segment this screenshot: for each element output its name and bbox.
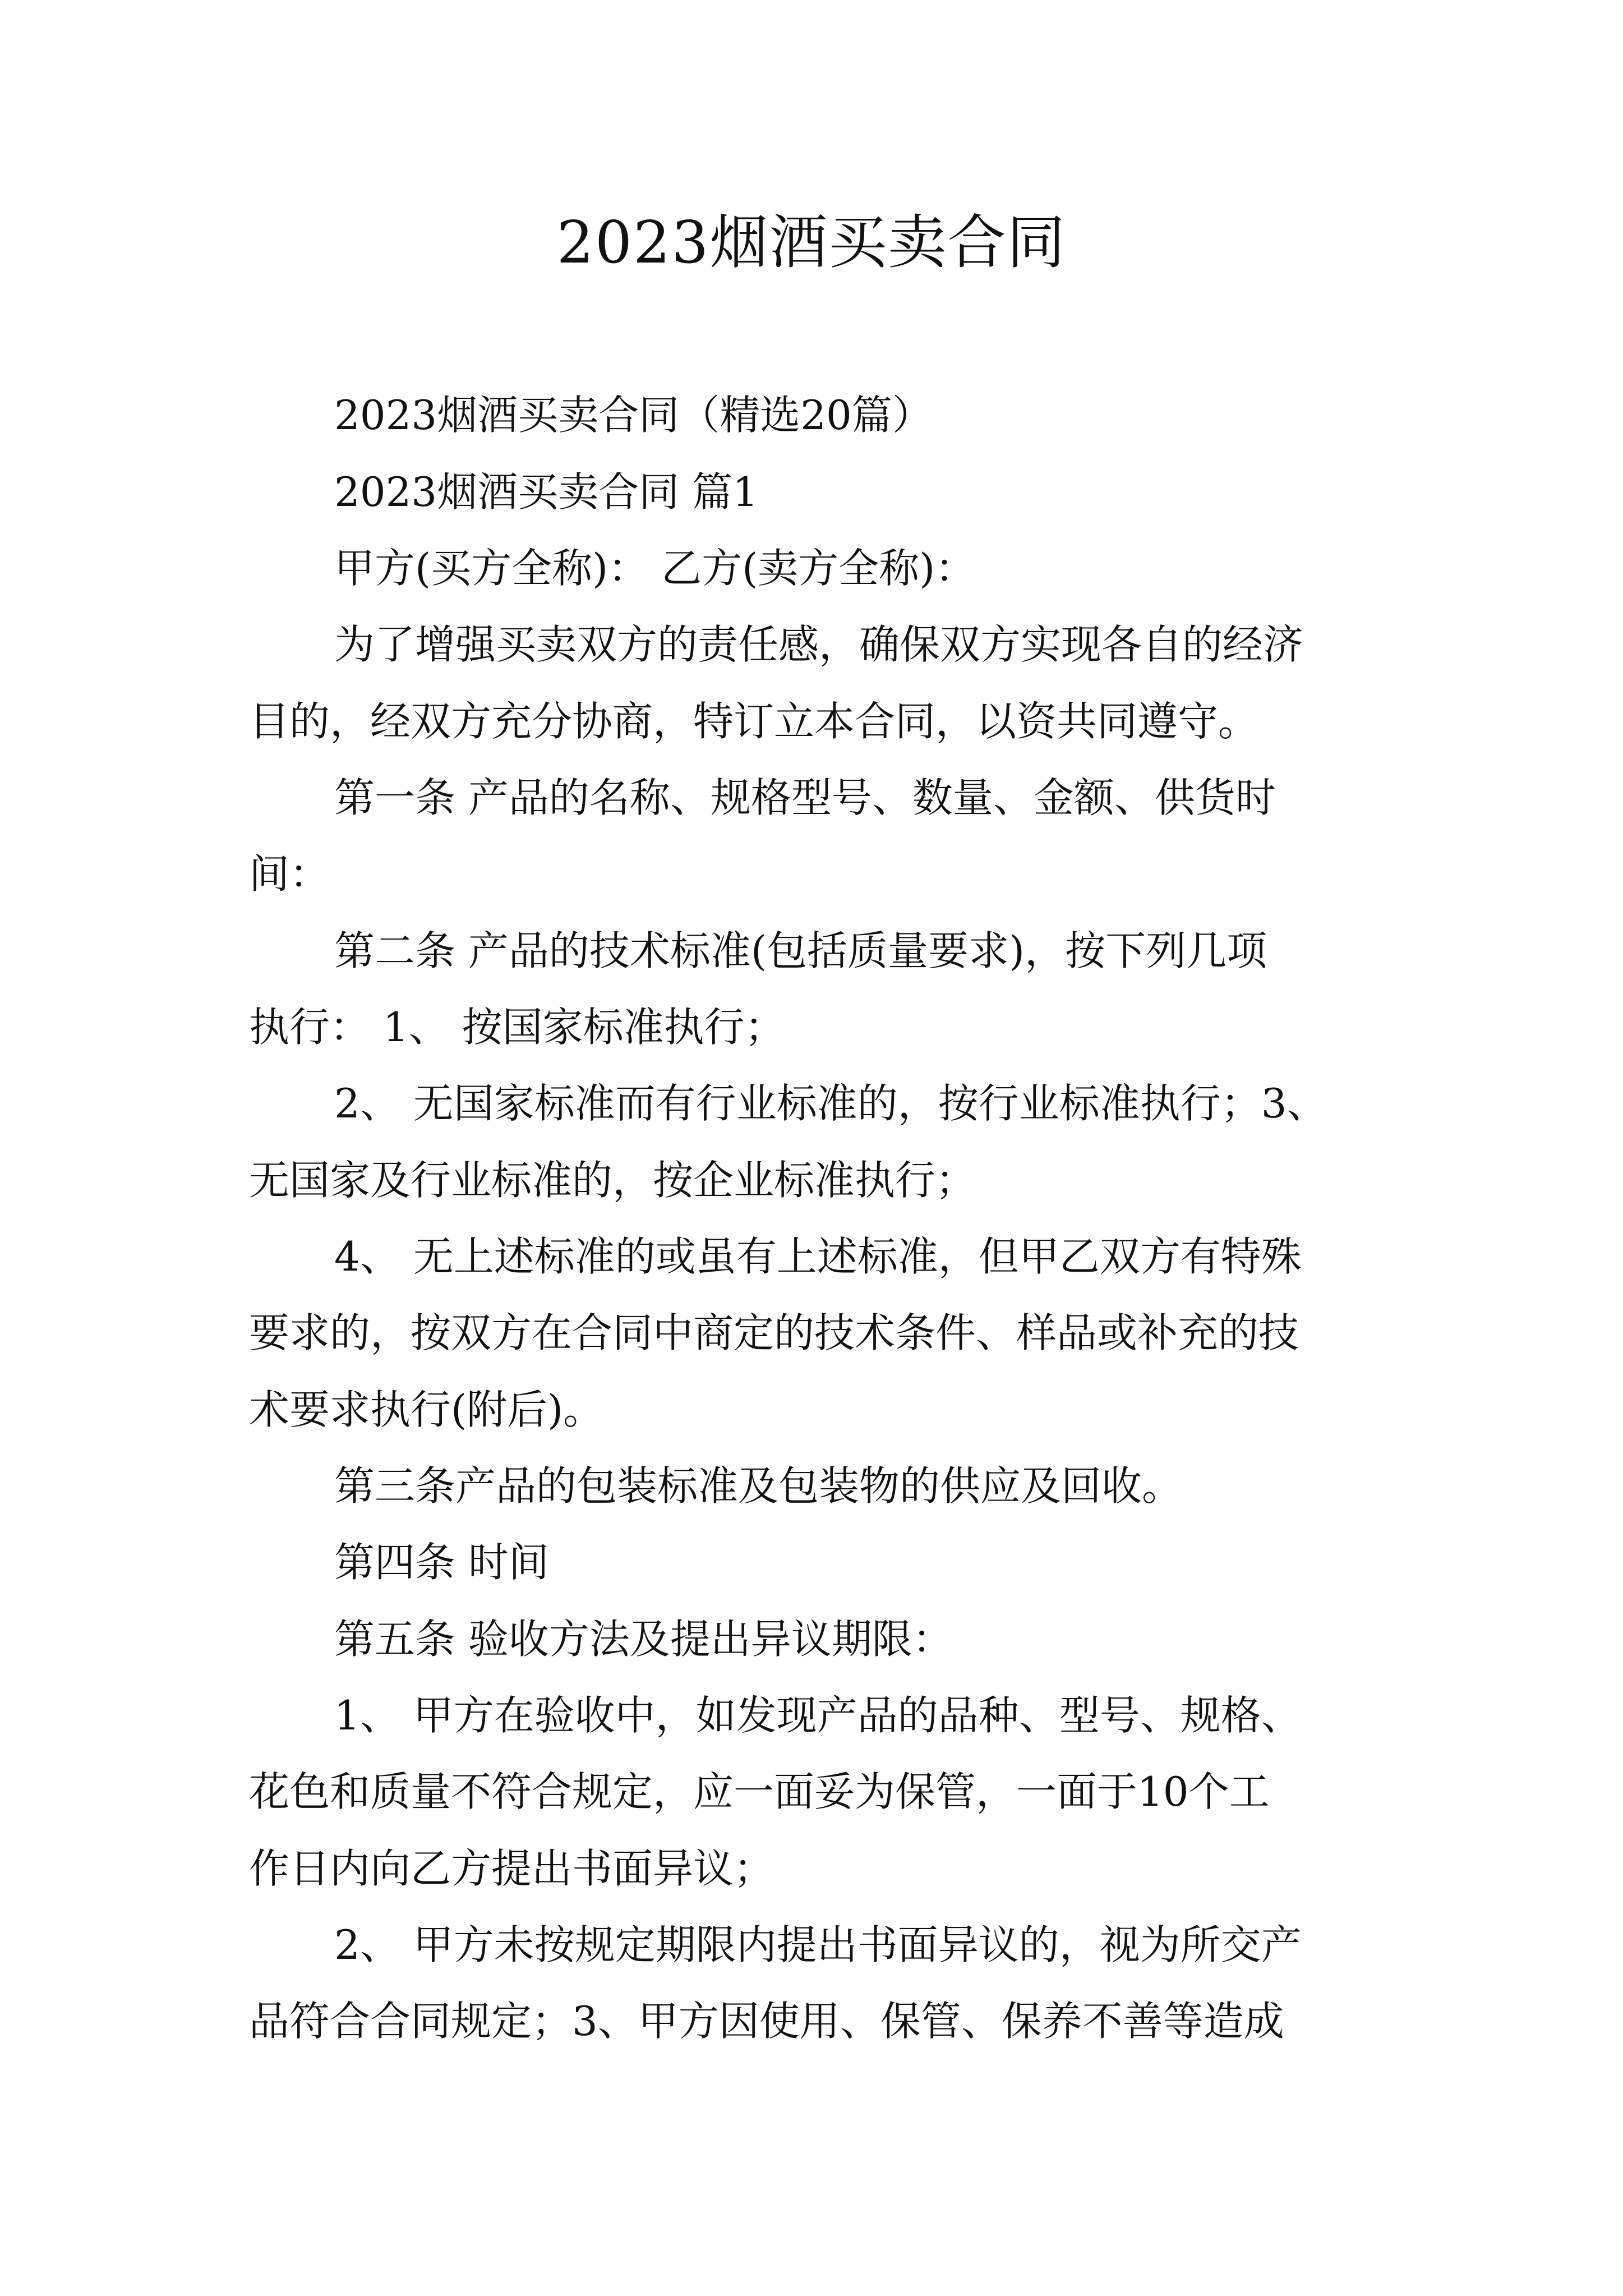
list-item-line: 4、 无上述标准的或虽有上述标准，但甲乙双方有特殊: [334, 1233, 1302, 1280]
article-line: 间：: [249, 850, 330, 898]
parties-line: 甲方(买方全称)： 乙方(卖方全称)：: [334, 545, 976, 592]
article-line: 第三条产品的包装标准及包装物的供应及回收。: [334, 1462, 1183, 1510]
list-item-line: 作日内向乙方提出书面异议；: [249, 1845, 774, 1892]
section-heading: 2023烟酒买卖合同 篇1: [334, 468, 758, 516]
list-item-line: 花色和质量不符合规定，应一面妥为保管，一面于10个工: [249, 1768, 1270, 1815]
paragraph-line: 目的，经双方充分协商，特订立本合同，以资共同遵守。: [249, 698, 1259, 745]
list-item-line: 无国家及行业标准的，按企业标准执行；: [249, 1157, 976, 1204]
article-line: 第一条 产品的名称、规格型号、数量、金额、供货时: [334, 774, 1276, 821]
list-item-line: 1、 甲方在验收中，如发现产品的品种、型号、规格、: [334, 1692, 1302, 1739]
article-line: 执行： 1、 按国家标准执行；: [249, 1004, 785, 1051]
article-line: 第四条 时间: [334, 1539, 549, 1586]
document-title: 2023烟酒买卖合同: [556, 208, 1067, 277]
subtitle-line: 2023烟酒买卖合同（精选20篇）: [334, 392, 933, 439]
paragraph-line: 为了增强买卖双方的责任感，确保双方实现各自的经济: [334, 621, 1304, 668]
article-line: 第五条 验收方法及提出异议期限：: [334, 1616, 953, 1663]
list-item-line: 术要求执行(附后)。: [249, 1386, 604, 1433]
list-item-line: 2、 甲方未按规定期限内提出书面异议的，视为所交产: [334, 1921, 1302, 1968]
list-item-line: 要求的，按双方在合同中商定的技术条件、样品或补充的技: [249, 1309, 1299, 1356]
list-item-line: 品符合合同规定；3、甲方因使用、保管、保养不善等造成: [249, 1998, 1284, 2045]
article-line: 第二条 产品的技术标准(包括质量要求)，按下列几项: [334, 927, 1267, 974]
list-item-line: 2、 无国家标准而有行业标准的，按行业标准执行；3、: [334, 1080, 1327, 1127]
